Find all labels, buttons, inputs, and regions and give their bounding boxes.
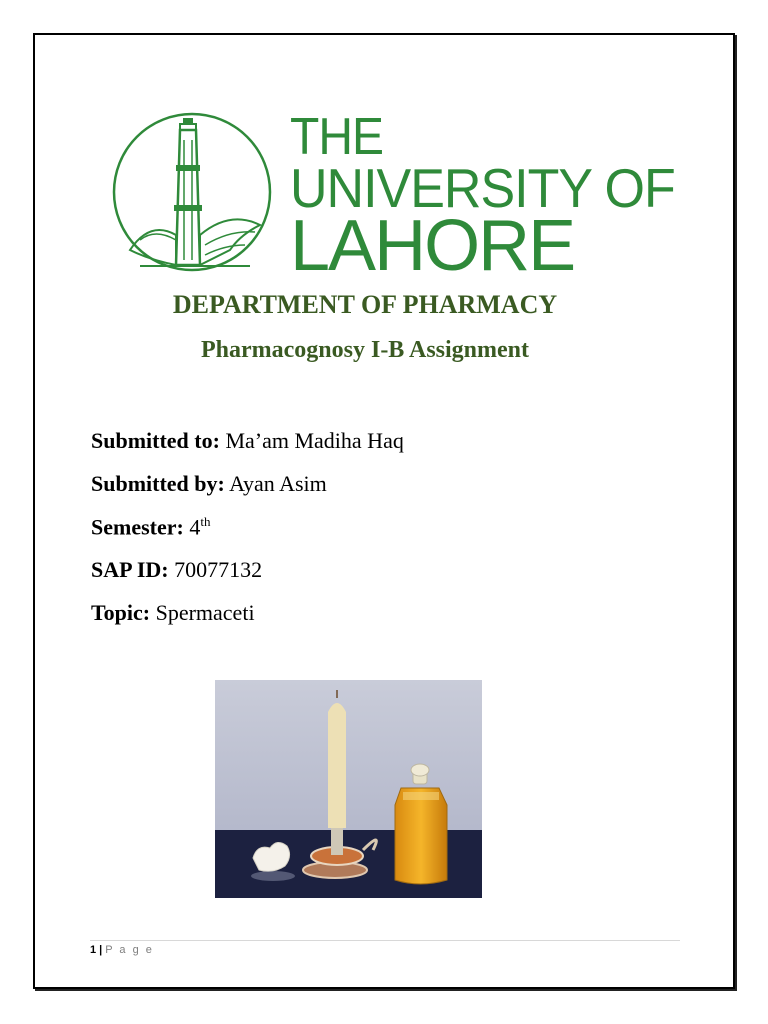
assignment-title: Pharmacognosy I-B Assignment	[200, 337, 530, 363]
spermaceti-photo	[215, 680, 482, 898]
page-label: P a g e	[105, 944, 154, 956]
detail-superscript: th	[200, 514, 211, 529]
detail-submitted-by	[91, 471, 327, 497]
university-emblem-logo	[110, 110, 275, 275]
page-footer	[90, 944, 154, 956]
detail-label: Semester:	[91, 514, 184, 540]
page-number: 1	[90, 944, 97, 956]
footer-separator: |	[99, 944, 103, 956]
detail-submitted-to	[91, 428, 404, 454]
detail-value: 4	[189, 514, 201, 540]
detail-value: Ma’am Madiha Haq	[225, 428, 404, 453]
detail-label: Topic:	[91, 600, 151, 625]
detail-label: SAP ID:	[91, 557, 169, 582]
department-heading: DEPARTMENT OF PHARMACY	[172, 290, 558, 319]
detail-topic	[91, 600, 255, 626]
detail-sap-id	[91, 557, 262, 583]
logo-line-the: THE	[290, 108, 383, 166]
detail-value: 70077132	[174, 557, 263, 582]
detail-semester	[91, 514, 210, 540]
detail-value: Ayan Asim	[229, 471, 327, 496]
logo-line-university-of: UNIVERSITY OF	[290, 158, 675, 220]
detail-value: Spermaceti	[155, 600, 255, 625]
logo-line-lahore: LAHORE	[290, 206, 575, 286]
footer-divider	[90, 940, 680, 941]
university-wordmark	[290, 108, 675, 286]
detail-label: Submitted to:	[91, 428, 220, 453]
detail-label: Submitted by:	[91, 471, 225, 496]
